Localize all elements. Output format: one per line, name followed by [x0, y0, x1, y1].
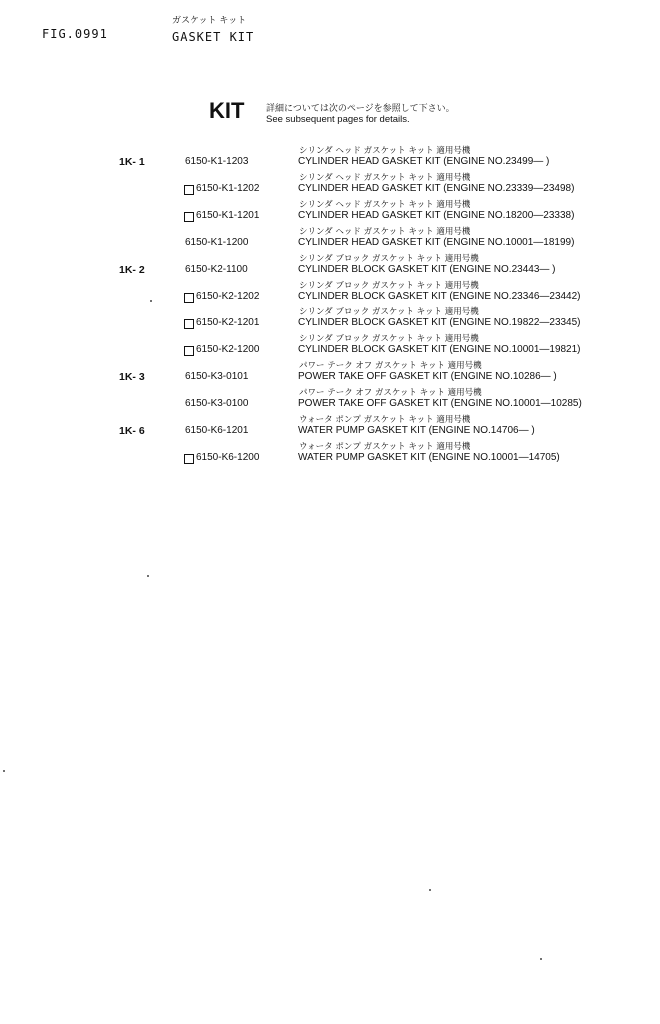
parts-row: [0, 386, 660, 413]
item-number: 1K- 6: [119, 425, 145, 437]
page-title-japanese: ガスケット キット: [172, 16, 247, 26]
scan-speck: [3, 770, 5, 772]
item-number: 1K- 1: [119, 156, 145, 168]
item-number: 1K- 2: [119, 263, 145, 276]
parts-row: [0, 279, 660, 306]
page-title: GASKET KIT: [172, 30, 255, 44]
description-japanese: シリンダ ブロック ガスケット キット 適用号機: [299, 253, 479, 264]
description: CYLINDER HEAD GASKET KIT (ENGINE NO.10001—18199): [298, 236, 575, 248]
description: CYLINDER BLOCK GASKET KIT (ENGINE NO.23346—23442): [298, 290, 581, 302]
description-japanese: シリンダ ブロック ガスケット キット 適用号機: [299, 307, 479, 318]
description-japanese: シリンダ ヘッド ガスケット キット 適用号機: [299, 226, 471, 237]
description-japanese: シリンダ ヘッド ガスケット キット 適用号機: [299, 199, 471, 210]
checkbox-square-icon: [184, 346, 194, 356]
parts-row: [0, 144, 660, 171]
parts-row: [0, 171, 660, 198]
part-number: 6150-K3-0100: [185, 398, 249, 410]
figure-number: FIG.0991: [42, 27, 108, 41]
scan-speck: [150, 300, 152, 302]
part-number: 6150-K2-1201: [196, 317, 260, 329]
description-japanese: シリンダ ブロック ガスケット キット 適用号機: [299, 334, 479, 345]
part-number: 6150-K2-1200: [196, 344, 260, 356]
part-number: 6150-K1-1200: [185, 236, 249, 248]
part-number: 6150-K3-0101: [185, 371, 249, 383]
description: POWER TAKE OFF GASKET KIT (ENGINE NO.10001—10285): [298, 398, 582, 410]
description: CYLINDER HEAD GASKET KIT (ENGINE NO.23339—23498): [298, 182, 575, 194]
part-number: 6150-K1-1201: [196, 209, 260, 221]
description: CYLINDER BLOCK GASKET KIT (ENGINE NO.10001—19821): [298, 344, 581, 356]
description: WATER PUMP GASKET KIT (ENGINE NO.14706— ): [298, 425, 535, 436]
parts-row: [0, 359, 660, 386]
checkbox-square-icon: [184, 293, 194, 303]
description: CYLINDER HEAD GASKET KIT (ENGINE NO.23499— ): [298, 156, 550, 167]
kit-note-japanese: 詳細については次のページを参照して下さい。: [266, 104, 455, 114]
part-number: 6150-K6-1200: [196, 451, 260, 463]
description-japanese: ウォータ ポンプ ガスケット キット 適用号機: [299, 415, 471, 425]
kit-note: See subsequent pages for details.: [266, 114, 410, 125]
parts-row: [0, 252, 660, 279]
part-number: 6150-K1-1203: [185, 156, 249, 167]
item-number: 1K- 3: [119, 371, 145, 384]
description-japanese: シリンダ ブロック ガスケット キット 適用号機: [299, 280, 479, 291]
checkbox-square-icon: [184, 454, 194, 464]
checkbox-square-icon: [184, 319, 194, 329]
description-japanese: パワー テーク オフ ガスケット キット 適用号機: [299, 388, 482, 399]
part-number: 6150-K2-1202: [196, 290, 260, 302]
kit-section-label: KIT: [209, 98, 245, 123]
parts-row: [0, 440, 660, 467]
parts-row: [0, 225, 660, 252]
part-number: 6150-K2-1100: [185, 263, 248, 275]
description: WATER PUMP GASKET KIT (ENGINE NO.10001—14705): [298, 451, 560, 463]
description: CYLINDER HEAD GASKET KIT (ENGINE NO.18200—23338): [298, 209, 575, 221]
part-number: 6150-K6-1201: [185, 425, 249, 436]
scan-speck: [540, 958, 542, 960]
scan-speck: [147, 575, 149, 577]
parts-row: [0, 413, 660, 440]
parts-row: [0, 198, 660, 225]
description-japanese: ウォータ ポンプ ガスケット キット 適用号機: [299, 441, 471, 452]
description: POWER TAKE OFF GASKET KIT (ENGINE NO.10286— ): [298, 371, 557, 383]
checkbox-square-icon: [184, 185, 194, 195]
parts-row: [0, 332, 660, 359]
description-japanese: シリンダ ヘッド ガスケット キット 適用号機: [299, 146, 471, 156]
scan-speck: [429, 889, 431, 891]
description-japanese: パワー テーク オフ ガスケット キット 適用号機: [299, 361, 482, 372]
description: CYLINDER BLOCK GASKET KIT (ENGINE NO.19822—23345): [298, 317, 581, 329]
description: CYLINDER BLOCK GASKET KIT (ENGINE NO.23443— ): [298, 263, 556, 275]
checkbox-square-icon: [184, 212, 194, 222]
description-japanese: シリンダ ヘッド ガスケット キット 適用号機: [299, 172, 471, 183]
parts-row: [0, 305, 660, 332]
part-number: 6150-K1-1202: [196, 182, 260, 194]
